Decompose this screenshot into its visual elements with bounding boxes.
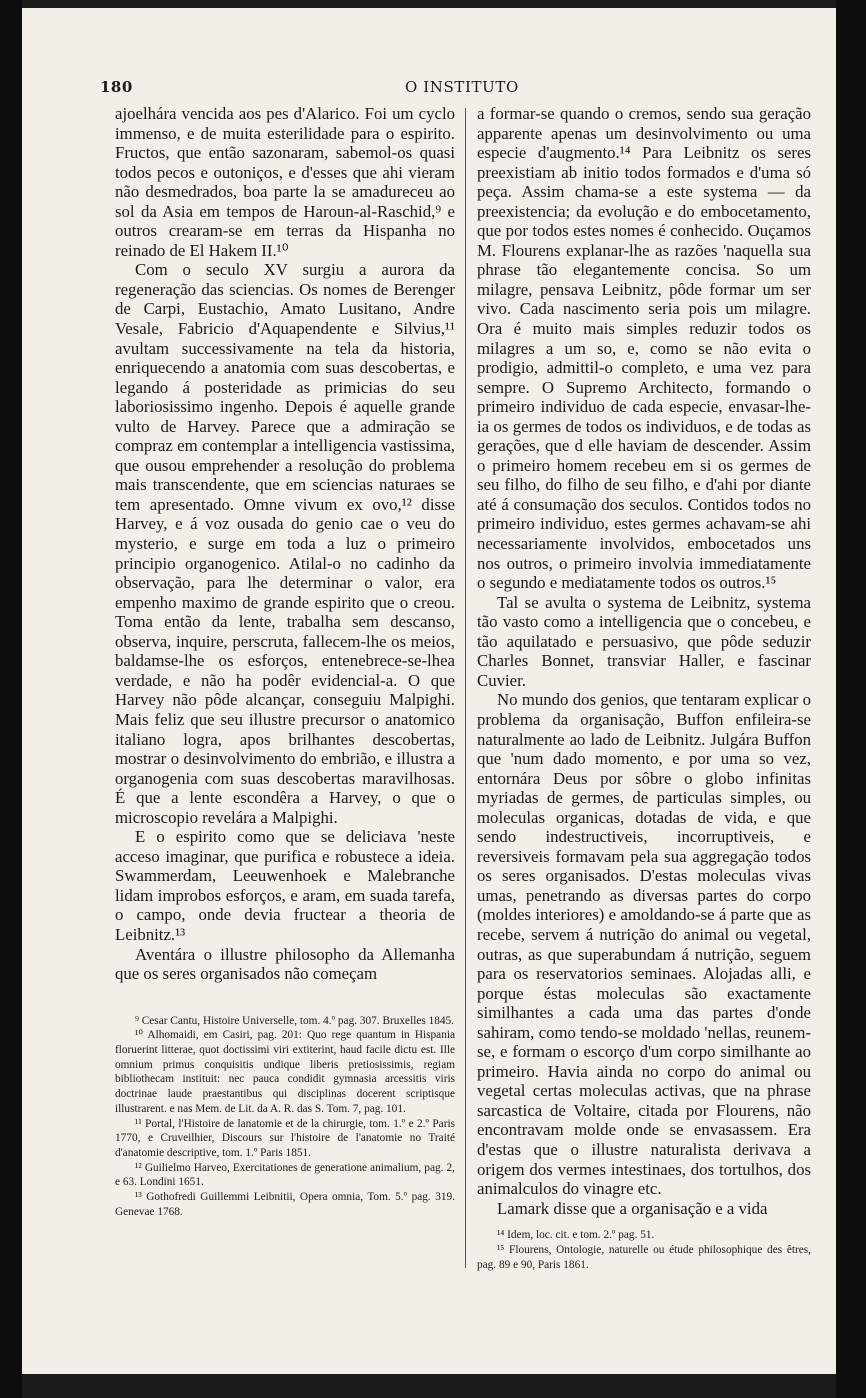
left-paragraph: Aventára o illustre philosopho da Allemanha que os seres organisados não começam [115,944,455,984]
footnote: ¹¹ Portal, l'Histoire de lanatomie et de la chirurgie, tom. 1.º e 2.º Paris 1770, e Cruveilhier, Discours sur l'histoire de l'anatomie no Traité d'anatomie descriptive, tom. 1.º Paris 1851. [115,1117,455,1159]
left-column [115,104,455,1219]
left-paragraph: ajoelhára vencida aos pes d'Alarico. Foi um cyclo immenso, e de muita esterilidade para o espirito. Fructos, que então sazonaram, sabemol-os quasi todos pecos e outoniços, e d'esses que ahi vieram não desmedrados, boa parte la se amadureceu ao sol da Asia em tempos de Haroun-al-Raschid,⁹ e outros crearam-se em terras da Hispanha no reinado de El Hakem II.¹⁰ [115,104,455,260]
right-column [477,104,811,1272]
right-paragraph: a formar-se quando o cremos, sendo sua geração apparente apenas um desinvolvimento ou uma especie d'augmento.¹⁴ Para Leibnitz os seres preexistiam ab initio todos formados e d'uma só peça. Assim chama-se a este systema — da preexistencia; da evolução e do embocetamento, que por todos estes nomes é conhecido. Ouçamos M. Flourens explanar-lhe as razões 'naquella sua phrase tão elegantemente concisa. So um milagre, pensava Leibnitz, pôde formar um ser vivo. Cada nascimento seria pois um milagre. Ora é muito mais simples reduzir todos os milagres a um so, e, como se não evita o prodigio, admittil-o completo, e uma vez para sempre. O Supremo Architecto, formando o primeiro individuo de cada especie, envasar-lhe-ia os germes de todos os individuos, e de todas as gerações, que d elle haviam de descender. Assim o primeiro homem recebeu em si os germes de seu filho, do filho de seu filho, e d'ahi por diante até á consumação dos seculos. Contidos todos no primeiro individuo, estes germes achavam-se ahi necessariamente involvidos, embocetados uns nos outros, o primeiro involvia immediatamente o segundo e mediatamente todos os outros.¹⁵ [477,104,811,593]
page-number: 180 [100,78,133,96]
right-paragraph: No mundo dos genios, que tentaram explicar o problema da organisação, Buffon enfileira-se naturalmente ao lado de Leibnitz. Julgára Buffon que 'num dado momento, e por uma so vez, entornára Deus por sôbre o globo infinitas myriadas de germes, de particulas simples, ou moleculas organicas, dotadas de vida, e que sendo indestructiveis, incorruptiveis, e reversiveis formavam pela sua aggregação todos os seres organisados. D'estas moleculas vivas umas, penetrando as diversas partes do corpo (moldes interiores) e amoldando-se á parte que as recebe, servem á nutrição do animal ou vegetal, outras, as que superabundam á nutrição, seguem para os reservatorios seminaes. Alojadas alli, e porque éstas moleculas são exactamente similhantes a cada uma das partes d'onde sahiram, como tendo-se moldado 'nellas, reunem-se, e formam o escorço d'um corpo similhante ao primeiro. Havia ainda no corpo do animal ou vegetal certas moleculas activas, que na phrase sarcastica de Voltaire, citada por Flourens, não encontravam molde onde se envasassem. Era d'estas que o illustre naturalista derivava a origem dos vermes intestinaes, dos tortulhos, dos animalculos do vinagre etc. [477,690,811,1199]
footnote: ¹⁰ Alhomaidi, em Casiri, pag. 201: Quo rege quantum in Hispania floruerint litterae, quot doctissimi viri extiterint, haud facile dictu est. Ille omnium primus conquisitis undique liberis pretiosissimis, regiam bibliothecam instituit: nec pauca condidit gymnasia arcessitis viris doctrinae laude praestantibus qui disciplinas docerent scriptisque illustrarent. e nas Mem. de Lit. da A. R. das S. Tom. 7, pag. 101. [115,1029,455,1115]
right-paragraph: Lamark disse que a organisação e a vida [497,1198,768,1218]
left-footnotes [115,1014,455,1220]
footnote: ⁹ Cesar Cantu, Histoire Universelle, tom. 4.º pag. 307. Bruxelles 1845. [135,1014,454,1027]
left-paragraph: Com o seculo XV surgiu a aurora da regeneração das sciencias. Os nomes de Berenger de Carpi, Eustachio, Amato Lusitano, Andre Vesale, Fabricio d'Aquapendente e Silvius,¹¹ avultam successivamente na tela da historia, enriquecendo a anatomia com suas descobertas, e legando á posteridade as primicias do seu laboriosissimo ingenho. Depois é aquelle grande vulto de Harvey. Parece que a admiração se compraz em contemplar a intelligencia vastissima, que ousou emprehender a resolução do problema mais transcendente, que em sciencias naturaes se tem apresentado. Omne vivum ex ovo,¹² disse Harvey, e á voz ousada do genio cae o veu do mysterio, e surge em toda a luz o primeiro principio organogenico. Atilal-o no cadinho da observação, para lhe determinar o valor, era empenho maximo de grande espirito que o creou. Toma então da lente, trabalha sem descanso, observa, inquire, perscruta, fallecem-lhe os meios, baldamse-lhe os esforços, entenebrece-se-lhea verdade, e não ha podêr evidencial-a. O que Harvey não pôde alcançar, conseguiu Malpighi. Mais feliz que seu illustre precursor o anatomico italiano logra, apos brilhantes descobertas, mostrar o desinvolvimento do embrião, e illustra a organogenia com suas descobertas maravilhosas. É que a lente escondêra a Harvey, o que o microscopio revelára a Malpighi. [115,260,455,827]
column-divider [465,108,466,1268]
footnote: ¹³ Gothofredi Guillemmi Leibnitii, Opera omnia, Tom. 5.º pag. 319. Genevae 1768. [115,1191,455,1218]
footnote: ¹² Guilielmo Harveo, Exercitationes de generatione animalium, pag. 2, e 63. Londini 1651. [115,1161,455,1189]
right-footnotes [477,1228,811,1272]
running-title: O INSTITUTO [405,78,519,96]
footnote: ¹⁵ Flourens, Ontologie, naturelle ou étude philosophique des êtres, pag. 89 e 90, Paris 1861. [477,1243,811,1271]
left-paragraph: E o espirito como que se deliciava 'neste acceso imaginar, que purifica e robustece a ideia. Swammerdam, Leeuwenhoek e Malebranche lidam improbos esforços, e aram, em suada tarefa, o campo, onde devia fructear a theoria de Leibnitz.¹³ [115,827,455,944]
right-paragraph: Tal se avulta o systema de Leibnitz, systema tão vasto como a intelligencia que o concebeu, e tão aquilatado e persuasivo, que pôde seduzir Charles Bonnet, transviar Haller, e fascinar Cuvier. [477,592,811,690]
footnote: ¹⁴ Idem, loc. cit. e tom. 2.º pag. 51. [497,1229,655,1242]
scan-border-right [836,0,866,1398]
scan-border-left [0,0,22,1398]
